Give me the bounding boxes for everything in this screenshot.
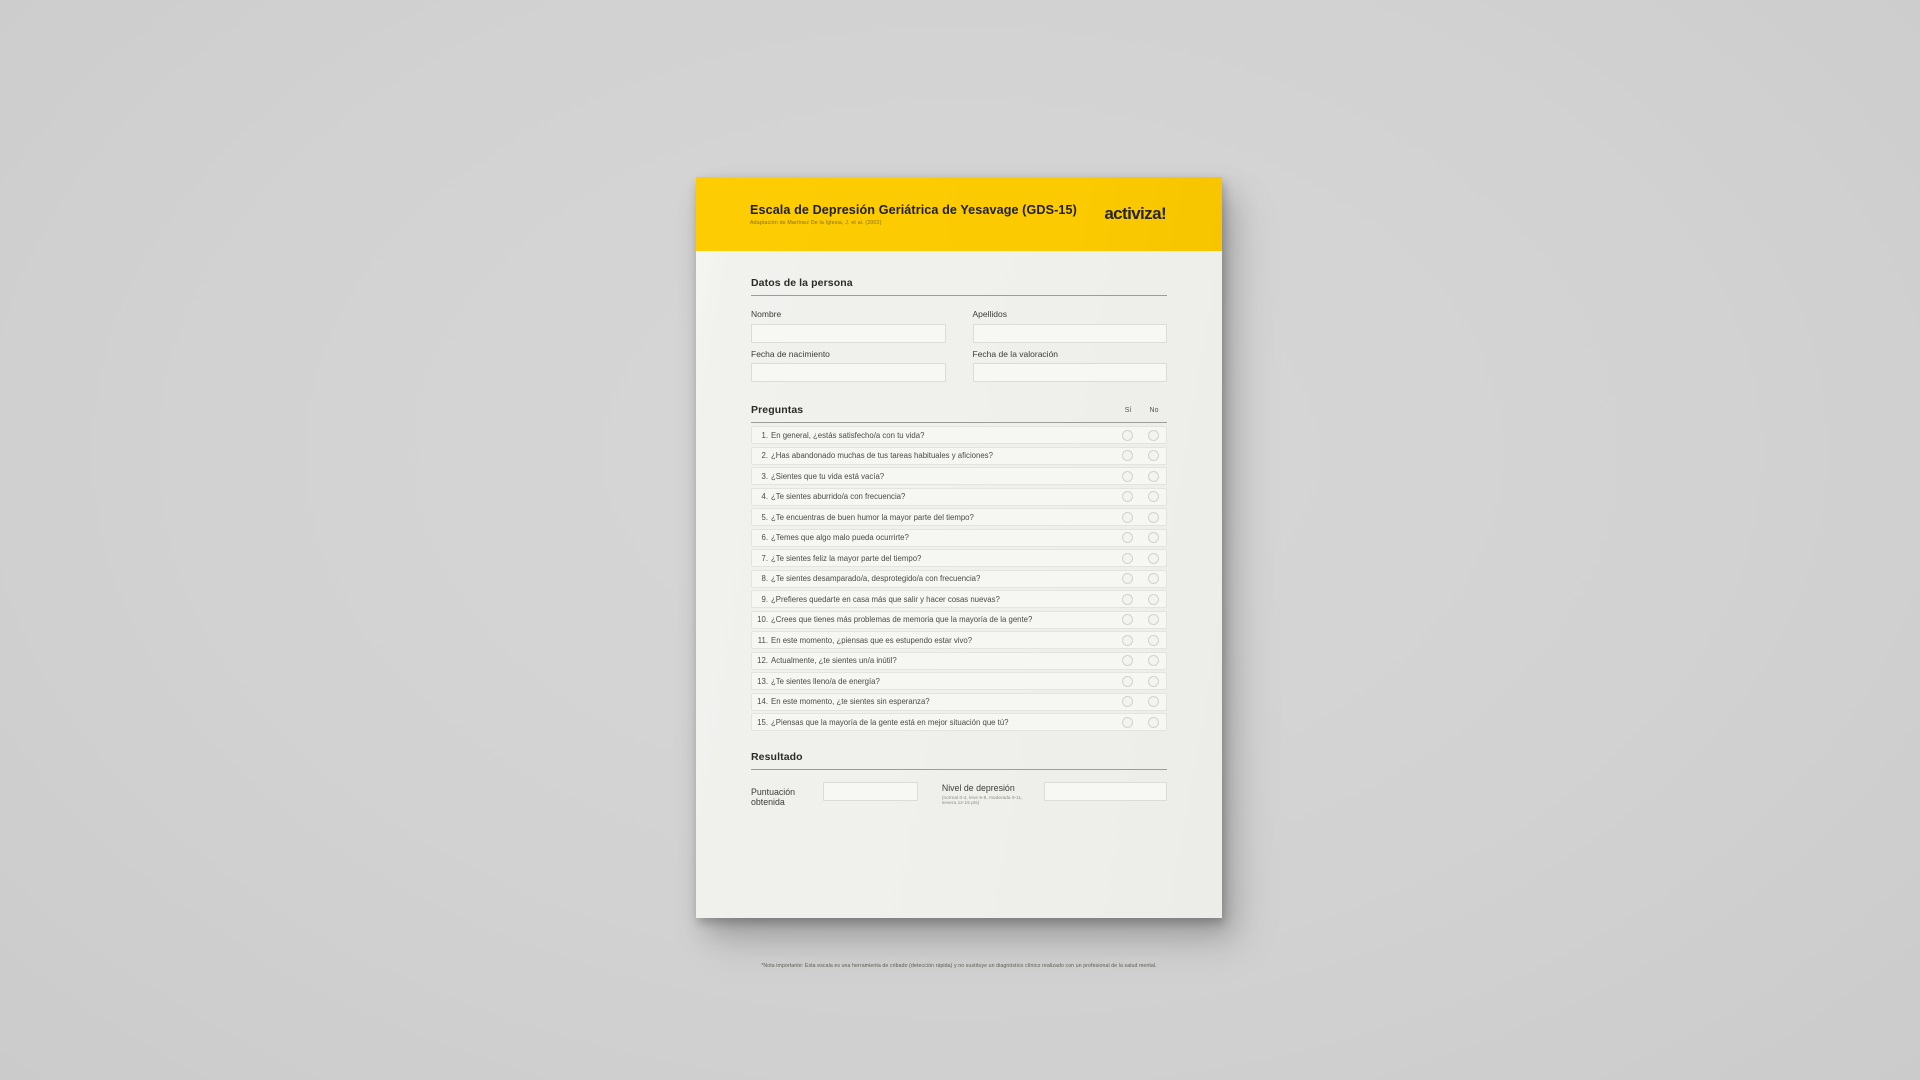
page-subtitle: Adaptación de Martínez De la Iglesia, J. et al. (2002) <box>750 219 882 226</box>
level-caption: (normal 0-4, leve 5-8, moderada 9-11, severa 12-15 pts) <box>941 795 1023 805</box>
section-personal-data <box>751 277 1167 382</box>
fecha-nacimiento-label: Fecha de nacimiento <box>751 348 830 359</box>
apellidos-input[interactable] <box>973 324 1168 343</box>
no-radio[interactable] <box>1148 655 1159 666</box>
question-text: ¿Te encuentras de buen humor la mayor parte del tiempo? <box>771 512 974 522</box>
question-row-1 <box>751 426 1167 444</box>
question-text: ¿Sientes que tu vida está vacía? <box>771 471 885 481</box>
no-radio[interactable] <box>1148 573 1159 584</box>
section-title-personal-data: Datos de la persona <box>751 277 853 289</box>
question-number: 13. <box>757 676 768 686</box>
yes-radio[interactable] <box>1122 635 1133 646</box>
question-row-5 <box>751 508 1167 526</box>
question-text: ¿Te sientes feliz la mayor parte del tiempo? <box>771 553 922 563</box>
question-row-2 <box>751 447 1167 465</box>
no-radio[interactable] <box>1148 491 1159 502</box>
page-title: Escala de Depresión Geriátrica de Yesavage (GDS-15) <box>750 202 1077 217</box>
yes-radio[interactable] <box>1122 553 1133 564</box>
field-fecha-nacimiento <box>751 349 946 383</box>
question-row-14 <box>751 693 1167 711</box>
field-nombre <box>751 309 946 343</box>
question-row-13 <box>751 672 1167 690</box>
question-row-4 <box>751 488 1167 506</box>
question-text: En general, ¿estás satisfecho/a con tu vida? <box>771 430 925 440</box>
yes-column-header: Sí <box>1124 407 1132 414</box>
yes-radio[interactable] <box>1122 655 1133 666</box>
document-body <box>696 277 1222 969</box>
document-header <box>696 177 1222 251</box>
yes-radio[interactable] <box>1122 676 1133 687</box>
depression-level-block <box>942 782 1034 805</box>
yes-radio[interactable] <box>1122 717 1133 728</box>
question-row-10 <box>751 611 1167 629</box>
no-radio[interactable] <box>1148 450 1159 461</box>
no-radio[interactable] <box>1148 717 1159 728</box>
nombre-label: Nombre <box>751 309 782 319</box>
question-text: ¿Piensas que la mayoría de la gente está en mejor situación que tú? <box>771 717 1009 727</box>
no-radio[interactable] <box>1148 471 1159 482</box>
question-number: 10. <box>757 615 768 624</box>
question-row-11 <box>751 631 1167 649</box>
yes-radio[interactable] <box>1122 614 1133 625</box>
no-radio[interactable] <box>1148 635 1159 646</box>
yes-radio[interactable] <box>1122 532 1133 543</box>
question-row-7 <box>751 549 1167 567</box>
result-row <box>751 782 1167 807</box>
question-text: En este momento, ¿piensas que es estupendo estar vivo? <box>771 635 973 645</box>
yes-radio[interactable] <box>1122 430 1133 441</box>
no-radio[interactable] <box>1148 614 1159 625</box>
question-text: ¿Te sientes aburrido/a con frecuencia? <box>771 492 906 501</box>
yes-radio[interactable] <box>1122 512 1133 523</box>
score-label: Puntuación obtenida <box>751 787 796 807</box>
yes-radio[interactable] <box>1122 696 1133 707</box>
question-number: 2. <box>761 451 768 460</box>
activiza-logo: activiza! <box>1104 204 1166 223</box>
header-titles <box>750 203 1077 226</box>
section-title-result: Resultado <box>751 751 803 763</box>
question-row-8 <box>751 570 1167 588</box>
yes-radio[interactable] <box>1122 594 1133 605</box>
question-number: 14. <box>757 697 768 706</box>
no-radio[interactable] <box>1148 553 1159 564</box>
section-title-questions: Preguntas <box>751 404 804 416</box>
question-number: 6. <box>761 533 768 542</box>
yes-radio[interactable] <box>1122 491 1133 502</box>
question-number: 9. <box>761 594 768 604</box>
question-text: ¿Has abandonado muchas de tus tareas habituales y aficiones? <box>771 451 993 460</box>
fecha-nacimiento-input[interactable] <box>751 363 946 382</box>
question-row-15 <box>751 713 1167 731</box>
question-number: 4. <box>761 492 768 501</box>
question-number: 12. <box>757 656 768 665</box>
yes-radio[interactable] <box>1122 450 1133 461</box>
question-text: ¿Te sientes lleno/a de energía? <box>771 676 880 686</box>
question-text: ¿Temes que algo malo pueda ocurrirte? <box>771 533 909 542</box>
question-number: 7. <box>761 553 768 563</box>
nombre-input[interactable] <box>751 324 946 343</box>
section-questions <box>751 404 1167 731</box>
question-row-3 <box>751 467 1167 485</box>
level-label: Nivel de depresión <box>941 783 1015 793</box>
section-result <box>751 751 1167 807</box>
question-number: 11. <box>757 635 768 645</box>
fecha-valoracion-input[interactable] <box>973 363 1168 382</box>
question-text: ¿Te sientes desamparado/a, desprotegido/a con frecuencia? <box>771 574 981 583</box>
question-text: ¿Crees que tienes más problemas de memoria que la mayoría de la gente? <box>771 615 1033 624</box>
field-fecha-valoracion <box>973 349 1168 383</box>
question-text: ¿Prefieres quedarte en casa más que salir y hacer cosas nuevas? <box>771 594 1000 604</box>
question-row-12 <box>751 652 1167 670</box>
yes-no-column-headers <box>1115 407 1167 416</box>
important-note: *Nota importante: Esta escala es una herramienta de cribado (detección rápida) y no sustituye un diagnóstico clínico realizado con un profesional de la salud mental. <box>761 963 1157 969</box>
form-document <box>696 177 1222 969</box>
question-number: 8. <box>761 574 768 583</box>
question-text: Actualmente, ¿te sientes un/a inútil? <box>771 656 897 665</box>
no-radio[interactable] <box>1148 430 1159 441</box>
question-number: 5. <box>761 512 768 522</box>
question-text: En este momento, ¿te sientes sin esperanza? <box>771 697 930 706</box>
question-number: 1. <box>761 430 768 440</box>
personal-data-fields <box>751 303 1167 382</box>
no-radio[interactable] <box>1148 512 1159 523</box>
question-row-6 <box>751 529 1167 547</box>
no-column-header: No <box>1149 407 1159 414</box>
questions-list <box>751 426 1167 731</box>
question-row-9 <box>751 590 1167 608</box>
question-number: 15. <box>757 717 768 727</box>
field-apellidos <box>973 309 1168 343</box>
score-input[interactable] <box>823 782 918 801</box>
yes-radio[interactable] <box>1122 471 1133 482</box>
level-input[interactable] <box>1044 782 1167 801</box>
no-radio[interactable] <box>1148 696 1159 707</box>
no-radio[interactable] <box>1148 532 1159 543</box>
no-radio[interactable] <box>1148 676 1159 687</box>
no-radio[interactable] <box>1148 594 1159 605</box>
fecha-valoracion-label: Fecha de la valoración <box>972 348 1059 359</box>
question-number: 3. <box>761 471 768 481</box>
yes-radio[interactable] <box>1122 573 1133 584</box>
apellidos-label: Apellidos <box>972 309 1007 319</box>
